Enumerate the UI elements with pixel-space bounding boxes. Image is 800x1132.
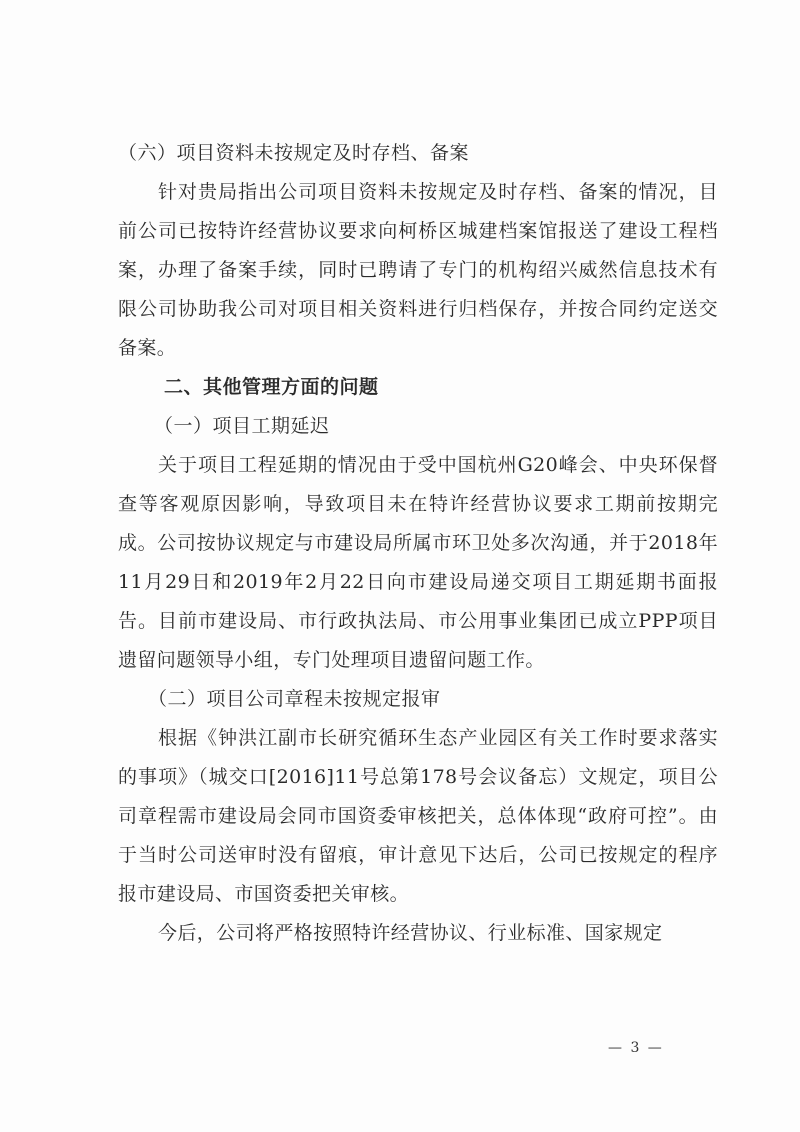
page-number: — 3 — — [608, 1040, 664, 1056]
section-heading-6: （六）项目资料未按规定及时存档、备案 — [118, 142, 470, 164]
section-heading-2: （二）项目公司章程未按规定报审 — [148, 688, 441, 710]
document-body — [118, 134, 718, 953]
section-1-paragraph: 关于项目工程延期的情况由于受中国杭州G20峰会、中央环保督查等客观原因影响，导致项目未在特许经营协议要求工期前按期完成。公司按协议规定与市建设局所属市环卫处多次沟通，并于2018年11月29日和2019年2月22日向市建设局递交项目工期延期书面报告。目前市建设局、市行政执法局、市公用事业集团已成立PPP项目遗留问题领导小组，专门处理项目遗留问题工作。 — [118, 454, 718, 671]
section-2-paragraph: 根据《钟洪江副市长研究循环生态产业园区有关工作时要求落实的事项》（城交口[2016]11号总第178号会议备忘）文规定，项目公司章程需市建设局会同市国资委审核把关，总体体现“政府可控”。由于当时公司送审时没有留痕，审计意见下达后，公司已按规定的程序报市建设局、市国资委把关审核。 — [118, 727, 718, 905]
closing-paragraph: 今后，公司将严格按照特许经营协议、行业标准、国家规定 — [158, 922, 663, 944]
section-heading-1: （一）项目工期延迟 — [154, 415, 330, 437]
section-6-paragraph: 针对贵局指出公司项目资料未按规定及时存档、备案的情况，目前公司已按特许经营协议要求向柯桥区城建档案馆报送了建设工程档案，办理了备案手续，同时已聘请了专门的机构绍兴威然信息技术有限公司协助我公司对项目相关资料进行归档保存，并按合同约定送交备案。 — [118, 181, 718, 359]
main-heading-2: 二、其他管理方面的问题 — [164, 376, 379, 398]
